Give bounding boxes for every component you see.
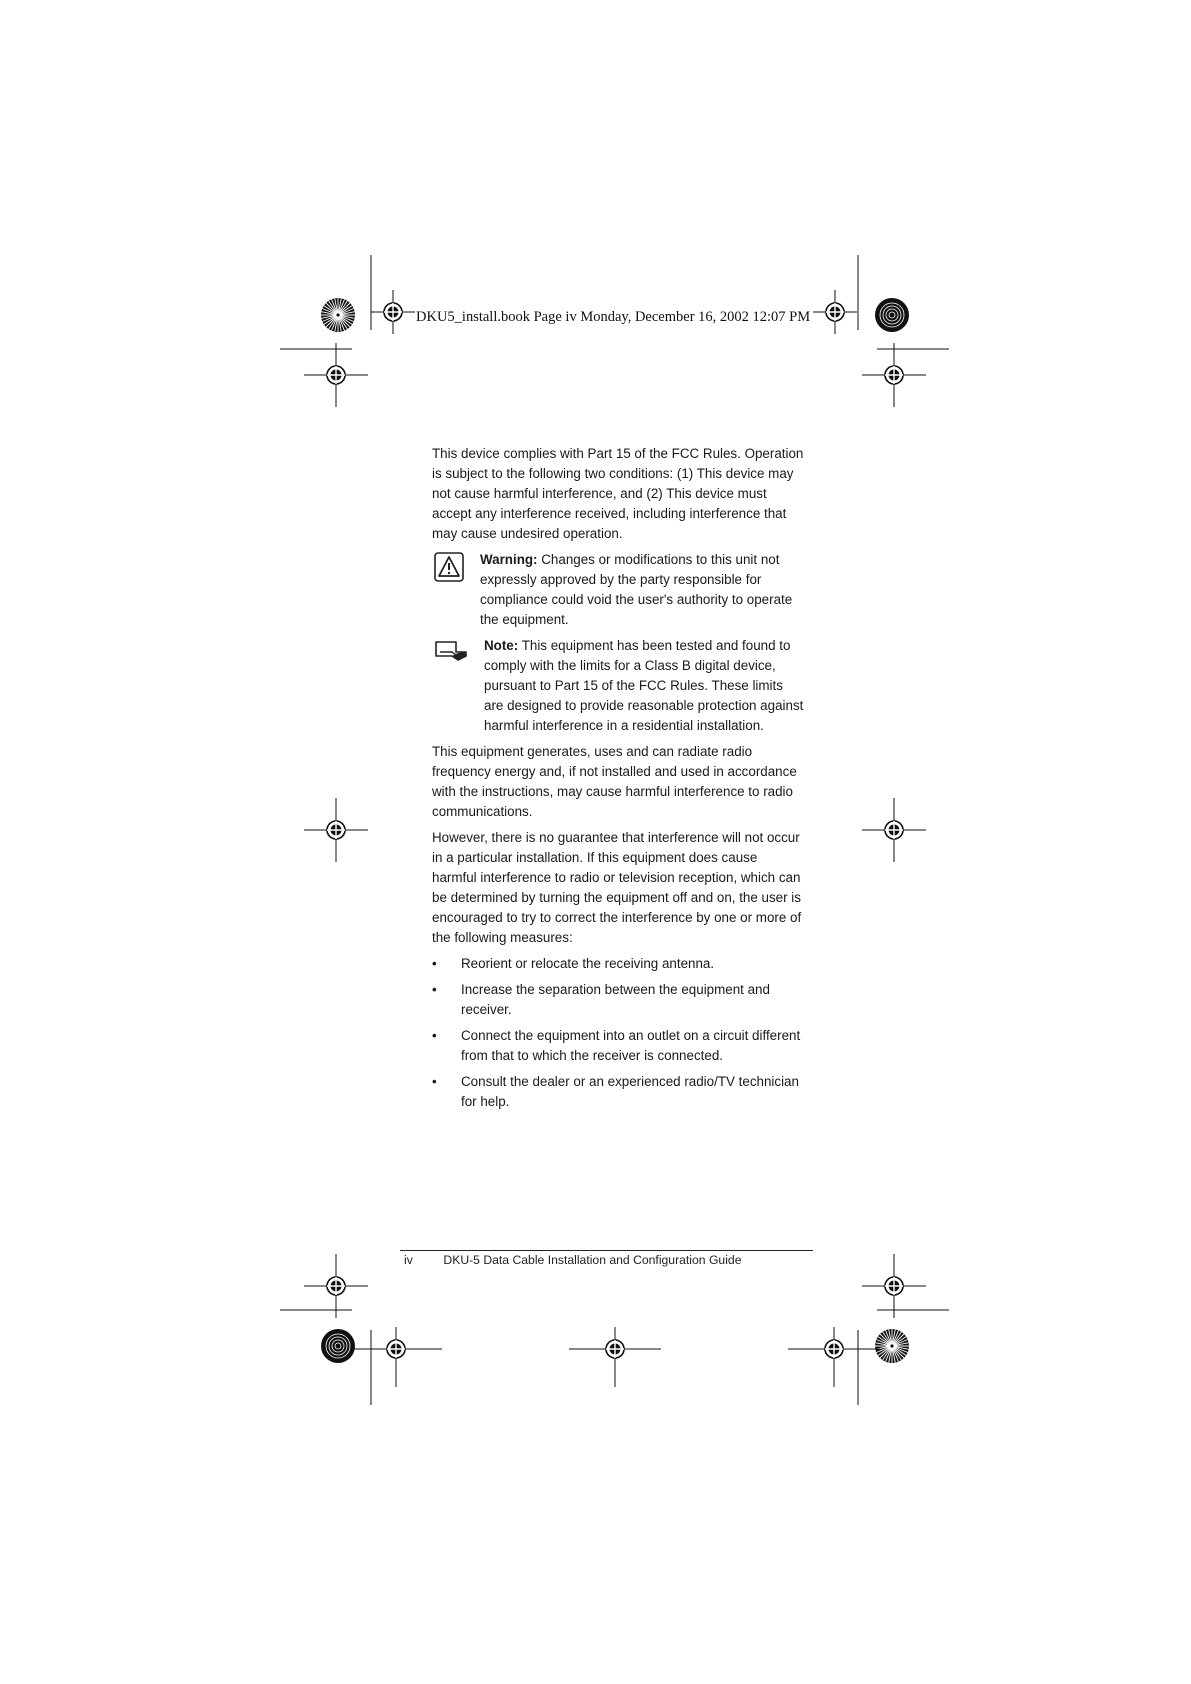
list-item: • Connect the equipment into an outlet on a circuit different from that to which the receiver is connected. xyxy=(432,1028,801,1063)
list-item: • Consult the dealer or an experienced radio/TV technician for help. xyxy=(432,1074,799,1109)
registration-mark-middle-left xyxy=(304,798,368,862)
bullet-icon: • xyxy=(432,982,437,997)
warning-callout xyxy=(432,550,804,630)
registration-mark-bottom-left xyxy=(350,1327,442,1387)
page-number: iv xyxy=(404,1253,413,1267)
registration-mark-lower-left xyxy=(304,1254,368,1318)
footer-rule xyxy=(400,1250,813,1251)
registration-mark-top-left xyxy=(371,290,415,334)
bullet-icon: • xyxy=(432,956,437,971)
bullet-icon: • xyxy=(432,1028,437,1043)
list-item: • Increase the separation between the equipment and receiver. xyxy=(432,982,770,1017)
starburst-mark-bottom-right xyxy=(875,1329,909,1363)
intro-paragraph: This device complies with Part 15 of the FCC Rules. Operation is subject to the following two conditions: (1) This device may not cause harmful interference, and (2) This device must accept any interference received, including interference that may cause undesired operation. xyxy=(432,446,804,541)
bullet-icon: • xyxy=(432,1074,437,1089)
measures-paragraph: However, there is no guarantee that interference will not occur in a particular installation. If this equipment does cause harmful interference to radio or television reception, which can be determined by turning the equipment off and on, the user is encouraged to try to correct the interference by one or more of the following measures: xyxy=(432,830,802,945)
note-label: Note: xyxy=(484,638,519,653)
starburst-mark-top-left xyxy=(321,298,355,332)
warning-text: Changes or modifications to this unit not expressly approved by the party responsible for compliance could void the user's authority to operate the equipment. xyxy=(480,552,793,627)
registration-mark-lower-right xyxy=(862,1254,926,1318)
crop-marks-top xyxy=(280,255,949,349)
measures-list xyxy=(432,954,804,1112)
print-slug: DKU5_install.book Page iv Monday, December 16, 2002 12:07 PM xyxy=(416,309,811,325)
page-footer xyxy=(404,1253,824,1267)
footer-title: DKU-5 Data Cable Installation and Configuration Guide xyxy=(443,1253,742,1267)
registration-mark-middle-right xyxy=(862,798,926,862)
page-content xyxy=(432,444,804,1118)
registration-mark-bottom-center xyxy=(569,1327,661,1387)
registration-mark-upper-left xyxy=(304,343,368,407)
note-hand-icon xyxy=(434,638,468,670)
registration-mark-upper-right xyxy=(862,343,926,407)
emission-paragraph: This equipment generates, uses and can radiate radio frequency energy and, if not installed and used in accordance with the instructions, may cause harmful interference to radio communications. xyxy=(432,744,797,819)
registration-mark-bottom-right xyxy=(788,1327,880,1387)
warning-triangle-icon xyxy=(434,552,464,588)
note-text: This equipment has been tested and found to comply with the limits for a Class B digital device, pursuant to Part 15 of the FCC Rules. These limits are designed to provide reasonable protection against harmful interference in a residential installation. xyxy=(484,638,804,733)
bullseye-mark-top-right xyxy=(875,298,909,332)
warning-label: Warning: xyxy=(480,552,538,567)
note-callout xyxy=(432,636,804,736)
list-item: • Reorient or relocate the receiving antenna. xyxy=(432,954,804,974)
bullseye-mark-bottom-left xyxy=(321,1329,355,1363)
